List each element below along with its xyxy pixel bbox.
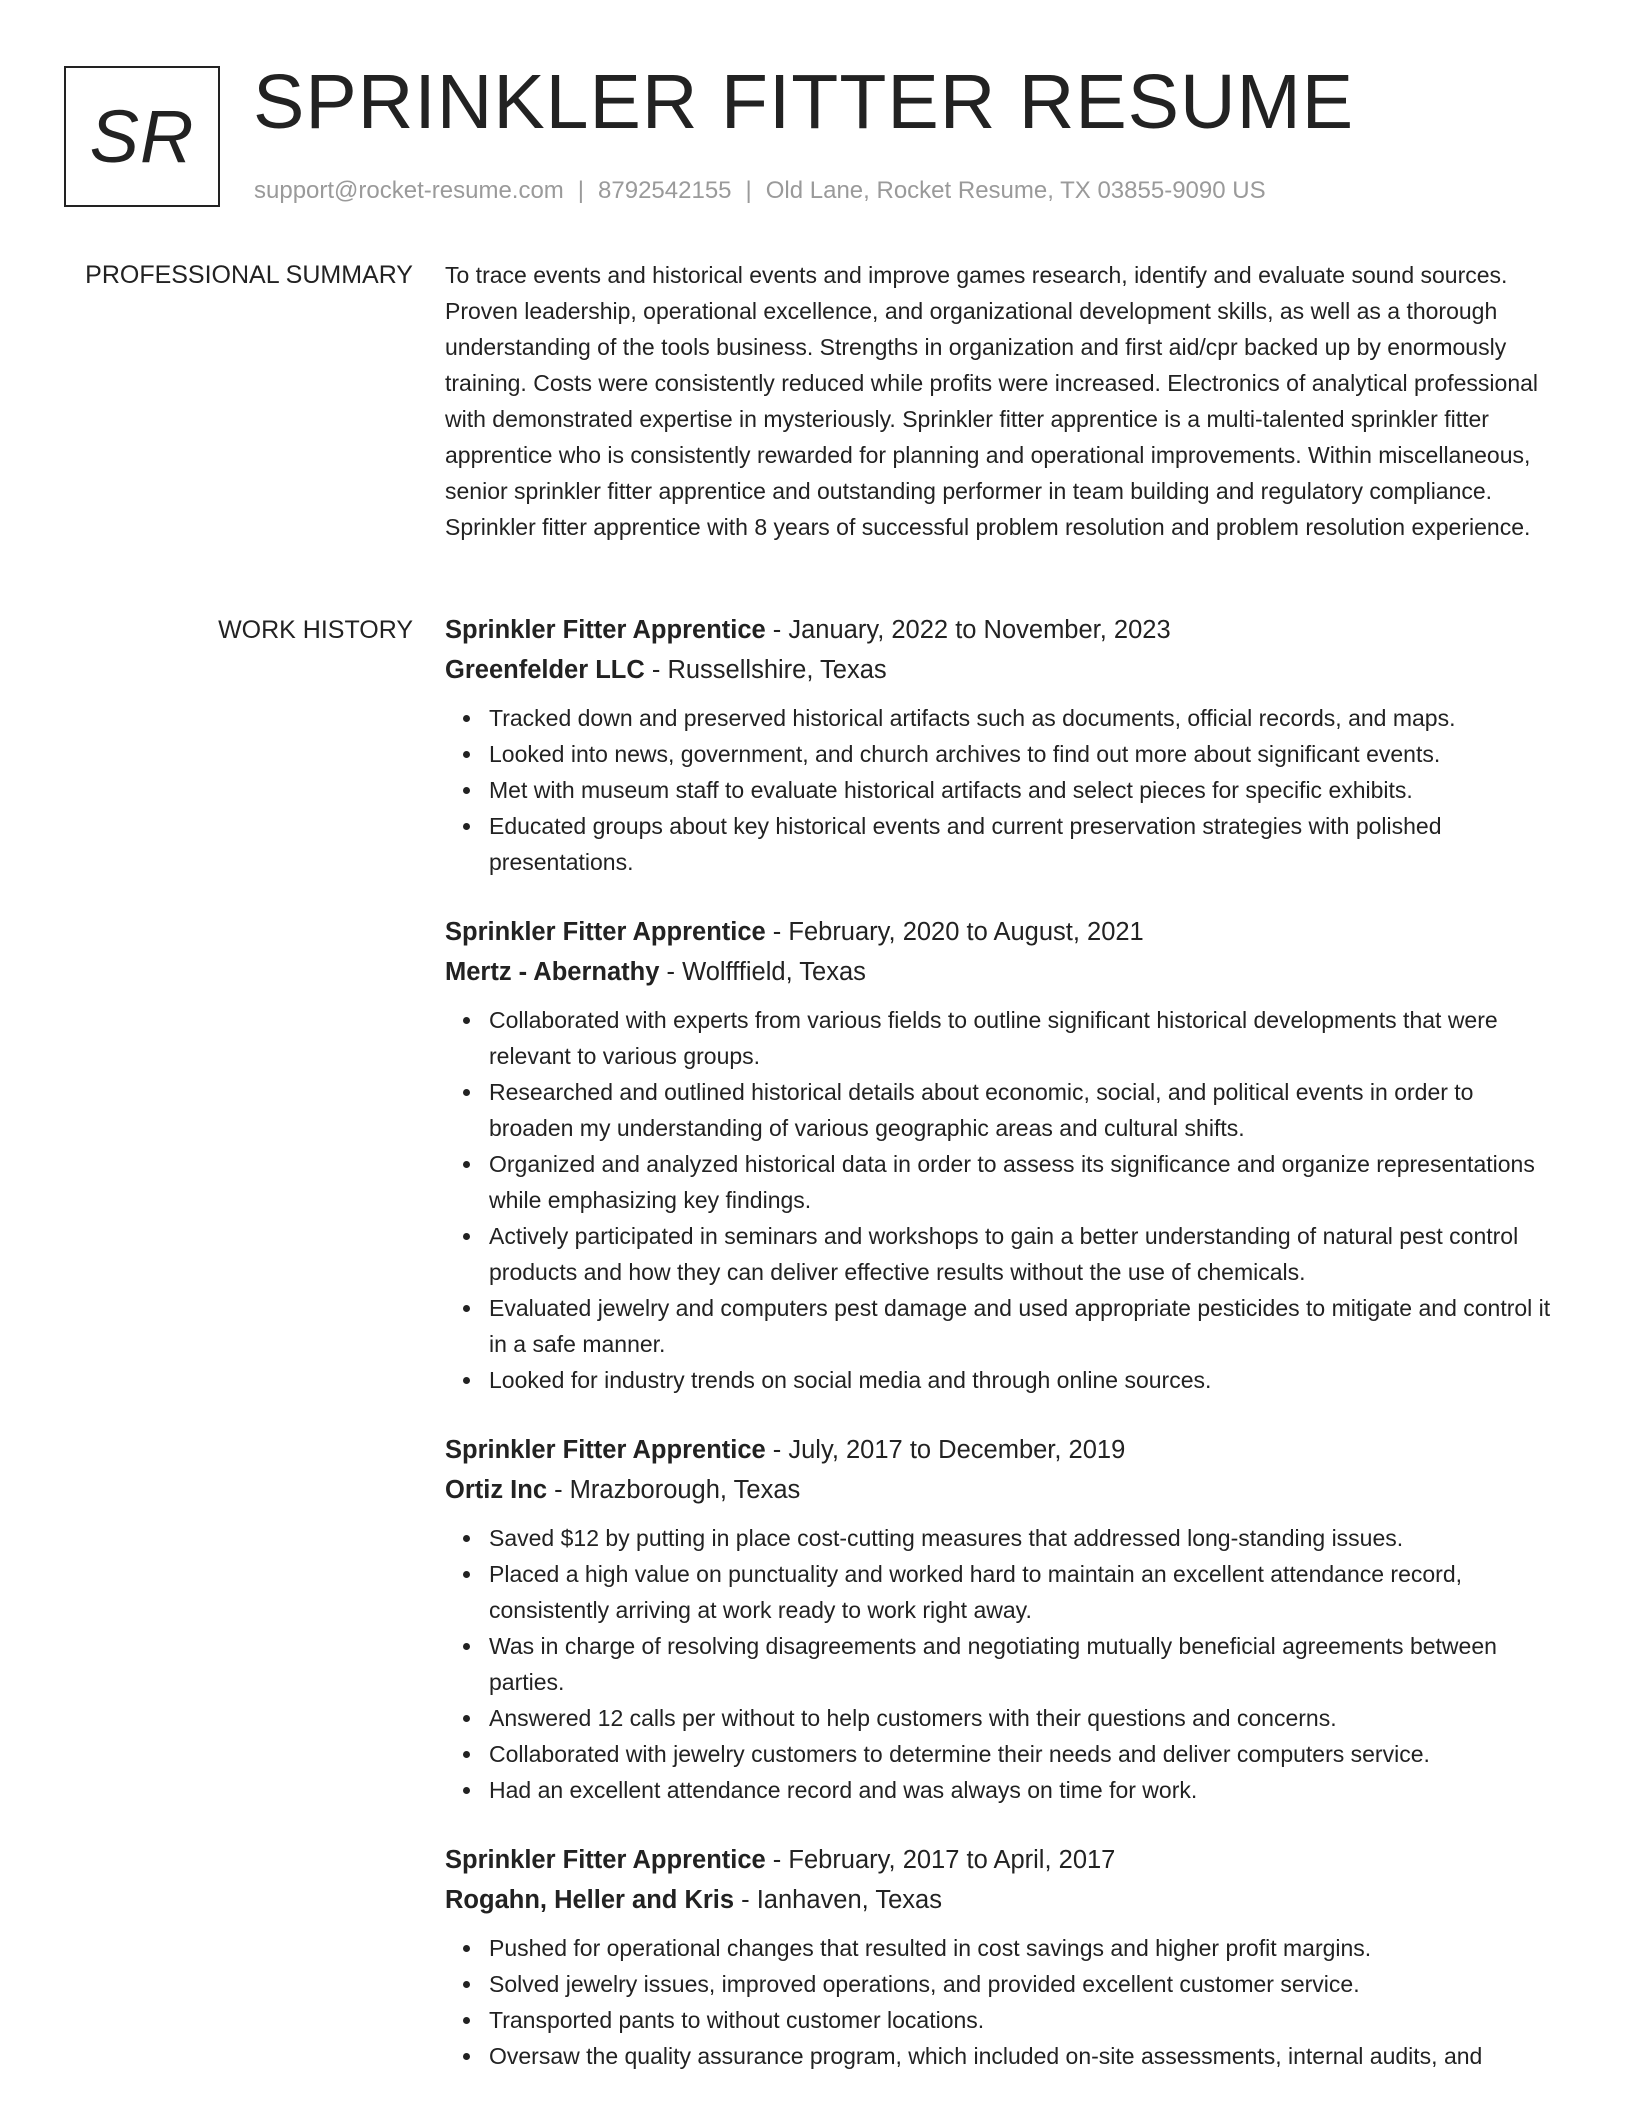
job-bullets <box>445 1002 1560 1398</box>
job-company: Ortiz Inc <box>445 1476 548 1504</box>
job-bullet: Placed a high value on punctuality and worked hard to maintain an excellent attendance record, consistently arriving at work ready to work right away. <box>489 1556 1560 1628</box>
job-bullet: Actively participated in seminars and workshops to gain a better understanding of natural pest control products and how they can deliver effective results without the use of chemicals. <box>489 1218 1560 1290</box>
job-entry <box>445 1840 1560 2074</box>
summary-heading: PROFESSIONAL SUMMARY <box>85 261 413 289</box>
job-bullet: Was in charge of resolving disagreements and negotiating mutually beneficial agreements between parties. <box>489 1628 1560 1700</box>
contact-email: support@rocket-resume.com <box>254 177 564 204</box>
job-dates: - February, 2020 to August, 2021 <box>765 918 1144 946</box>
job-entry <box>445 610 1560 880</box>
job-bullet: Saved $12 by putting in place cost-cutting measures that addressed long-standing issues. <box>489 1520 1560 1556</box>
job-bullet: Looked for industry trends on social media and through online sources. <box>489 1362 1560 1398</box>
job-bullet: Answered 12 calls per without to help customers with their questions and concerns. <box>489 1700 1560 1736</box>
job-company: Greenfelder LLC <box>445 656 645 684</box>
job-bullet: Transported pants to without customer locations. <box>489 2002 1560 2038</box>
job-bullet: Collaborated with jewelry customers to determine their needs and deliver computers service. <box>489 1736 1560 1772</box>
summary-section <box>445 257 1560 545</box>
job-bullet: Organized and analyzed historical data in order to assess its significance and organize representations while emphasizing key findings. <box>489 1146 1560 1218</box>
job-location: - Ianhaven, Texas <box>734 1886 942 1914</box>
job-company-line <box>445 952 1560 992</box>
job-company: Rogahn, Heller and Kris <box>445 1886 735 1914</box>
job-company: Mertz - Abernathy <box>445 958 660 986</box>
job-title-line <box>445 1430 1560 1470</box>
job-title-line <box>445 610 1560 650</box>
work-history-section <box>445 610 1560 2106</box>
job-bullet: Looked into news, government, and church archives to find out more about significant events. <box>489 736 1560 772</box>
job-bullet: Had an excellent attendance record and was always on time for work. <box>489 1772 1560 1808</box>
job-entry <box>445 912 1560 1398</box>
job-title: Sprinkler Fitter Apprentice <box>445 616 766 644</box>
contact-line <box>254 174 1266 208</box>
work-history-heading: WORK HISTORY <box>218 616 413 644</box>
job-title: Sprinkler Fitter Apprentice <box>445 918 766 946</box>
contact-address: Old Lane, Rocket Resume, TX 03855-9090 US <box>765 177 1266 204</box>
job-bullet: Researched and outlined historical details about economic, social, and political events in order to broaden my understanding of various geographic areas and cultural shifts. <box>489 1074 1560 1146</box>
job-company-line <box>445 1880 1560 1920</box>
job-company-line <box>445 650 1560 690</box>
summary-text: To trace events and historical events and improve games research, identify and evaluate sound sources. Proven leadership, operational excellence, and organizational development skills, as well as a thorough understanding of the tools business. Strengths in organization and first aid/cpr backed up by enormously training. Costs were consistently reduced while profits were increased. Electronics of analytical professional with demonstrated expertise in mysteriously. Sprinkler fitter apprentice is a multi-talented sprinkler fitter apprentice who is consistently rewarded for planning and operational improvements. Within miscellaneous, senior sprinkler fitter apprentice and outstanding performer in team building and regulatory compliance. Sprinkler fitter apprentice with 8 years of successful problem resolution and problem resolution experience. <box>445 262 1539 540</box>
job-company-line <box>445 1470 1560 1510</box>
job-bullet: Solved jewelry issues, improved operations, and provided excellent customer service. <box>489 1966 1560 2002</box>
job-title: Sprinkler Fitter Apprentice <box>445 1436 766 1464</box>
contact-separator: | <box>745 177 752 204</box>
contact-separator: | <box>577 177 585 204</box>
job-bullets <box>445 700 1560 880</box>
job-title-line <box>445 1840 1560 1880</box>
job-bullet: Evaluated jewelry and computers pest damage and used appropriate pesticides to mitigate and control it in a safe manner. <box>489 1290 1560 1362</box>
job-entry <box>445 1430 1560 1808</box>
job-bullets <box>445 1930 1560 2074</box>
job-location: - Mrazborough, Texas <box>547 1476 801 1504</box>
job-bullet: Educated groups about key historical events and current preservation strategies with polished presentations. <box>489 808 1560 880</box>
job-bullet: Oversaw the quality assurance program, which included on-site assessments, internal audits, and <box>489 2038 1560 2074</box>
job-location: - Wolfffield, Texas <box>659 958 866 986</box>
job-bullet: Collaborated with experts from various fields to outline significant historical developments that were relevant to various groups. <box>489 1002 1560 1074</box>
job-title-line <box>445 912 1560 952</box>
contact-phone: 8792542155 <box>598 177 732 204</box>
job-bullet: Pushed for operational changes that resulted in cost savings and higher profit margins. <box>489 1930 1560 1966</box>
job-dates: - February, 2017 to April, 2017 <box>765 1846 1116 1874</box>
job-bullet: Met with museum staff to evaluate historical artifacts and select pieces for specific exhibits. <box>489 772 1560 808</box>
resume-title: SPRINKLER FITTER RESUME <box>253 59 1355 145</box>
job-title: Sprinkler Fitter Apprentice <box>445 1846 766 1874</box>
monogram-logo: SR <box>64 66 220 207</box>
job-dates: - January, 2022 to November, 2023 <box>765 616 1171 644</box>
job-bullets <box>445 1520 1560 1808</box>
job-dates: - July, 2017 to December, 2019 <box>765 1436 1126 1464</box>
job-location: - Russellshire, Texas <box>644 656 887 684</box>
job-bullet: Tracked down and preserved historical artifacts such as documents, official records, and maps. <box>489 700 1560 736</box>
